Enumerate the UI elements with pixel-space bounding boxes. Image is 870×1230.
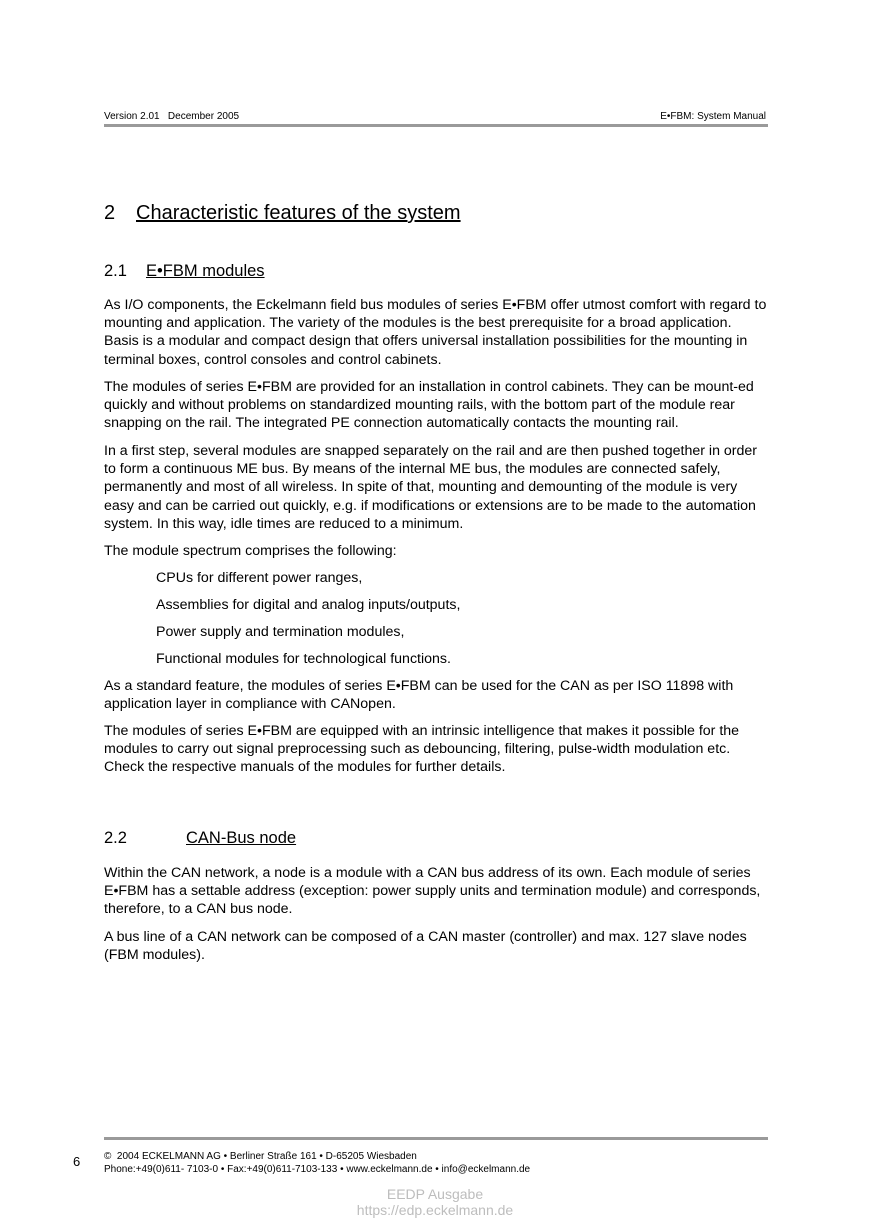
page-number: 6 xyxy=(73,1154,81,1169)
footer-divider xyxy=(104,1137,768,1140)
section-2-title: Characteristic features of the system xyxy=(136,202,461,224)
section-2-1-title: E•FBM modules xyxy=(146,262,265,280)
list-item: Assemblies for digital and analog inputs/outputs, xyxy=(156,597,461,613)
paragraph: The modules of series E•FBM are equipped with an intrinsic intelligence that makes it possible for the modules to carry out signal preprocessing such as debouncing, filtering, pulse-width modulation etc. Check the respective manuals of the modules for further details. xyxy=(104,723,740,776)
footer-address: © 2004 ECKELMANN AG • Berliner Straße 161 • D-65205 Wiesbaden xyxy=(104,1151,417,1162)
paragraph: In a first step, several modules are snapped separately on the rail and are then pushed together in order to form a continuous ME bus. By means of the internal ME bus, the modules are connected safely, permanently and most of all wireless. In spite of that, mounting and demounting of the module is very easy and can be carried out quickly, e.g. if modifications or extensions are to be made to the automation system. In this way, idle times are reduced to a minimum. xyxy=(104,443,758,532)
header-doc-title: E•FBM: System Manual xyxy=(660,111,766,122)
list-item: Functional modules for technological functions. xyxy=(156,651,451,667)
paragraph: The module spectrum comprises the following: xyxy=(104,543,397,559)
list-item: CPUs for different power ranges, xyxy=(156,570,363,586)
section-2-1-heading xyxy=(104,262,265,281)
section-2-number: 2 xyxy=(104,202,116,224)
header-divider xyxy=(104,124,768,127)
paragraph: The modules of series E•FBM are provided for an installation in control cabinets. They can be mount-ed quickly and without problems on standardized mounting rails, with the bottom part of the module rear snapping on the rail. The integrated PE connection automatically contacts the mounting rail. xyxy=(104,379,754,432)
paragraph: Within the CAN network, a node is a module with a CAN bus address of its own. Each module of series E•FBM has a settable address (exception: power supply units and termination module) and corresponds, therefore, to a CAN bus node. xyxy=(104,865,761,918)
section-2-1-number: 2.1 xyxy=(104,262,127,280)
list-item: Power supply and termination modules, xyxy=(156,624,405,640)
watermark-line-1: EEDP Ausgabe xyxy=(386,1186,484,1202)
section-2-heading xyxy=(104,202,461,225)
section-2-2-number: 2.2 xyxy=(104,829,127,847)
paragraph: A bus line of a CAN network can be composed of a CAN master (controller) and max. 127 slave nodes (FBM modules). xyxy=(104,929,747,964)
section-2-2-heading xyxy=(104,829,296,848)
paragraph: As I/O components, the Eckelmann field bus modules of series E•FBM offer utmost comfort with regard to mounting and application. The variety of the modules is the best prerequisite for a broad application. Basis is a modular and compact design that offers universal installation possibilities for the mounting in terminal boxes, control consoles and control cabinets. xyxy=(104,297,767,368)
watermark-line-2: https://edp.eckelmann.de xyxy=(356,1202,514,1218)
section-2-2-title: CAN-Bus node xyxy=(186,829,297,847)
header-version: Version 2.01 December 2005 xyxy=(104,111,240,122)
paragraph: As a standard feature, the modules of series E•FBM can be used for the CAN as per ISO 11898 with application layer in compliance with CANopen. xyxy=(104,678,734,713)
footer-contact: Phone:+49(0)611- 7103-0 • Fax:+49(0)611-7103-133 • www.eckelmann.de • info@eckelmann.de xyxy=(104,1164,531,1175)
